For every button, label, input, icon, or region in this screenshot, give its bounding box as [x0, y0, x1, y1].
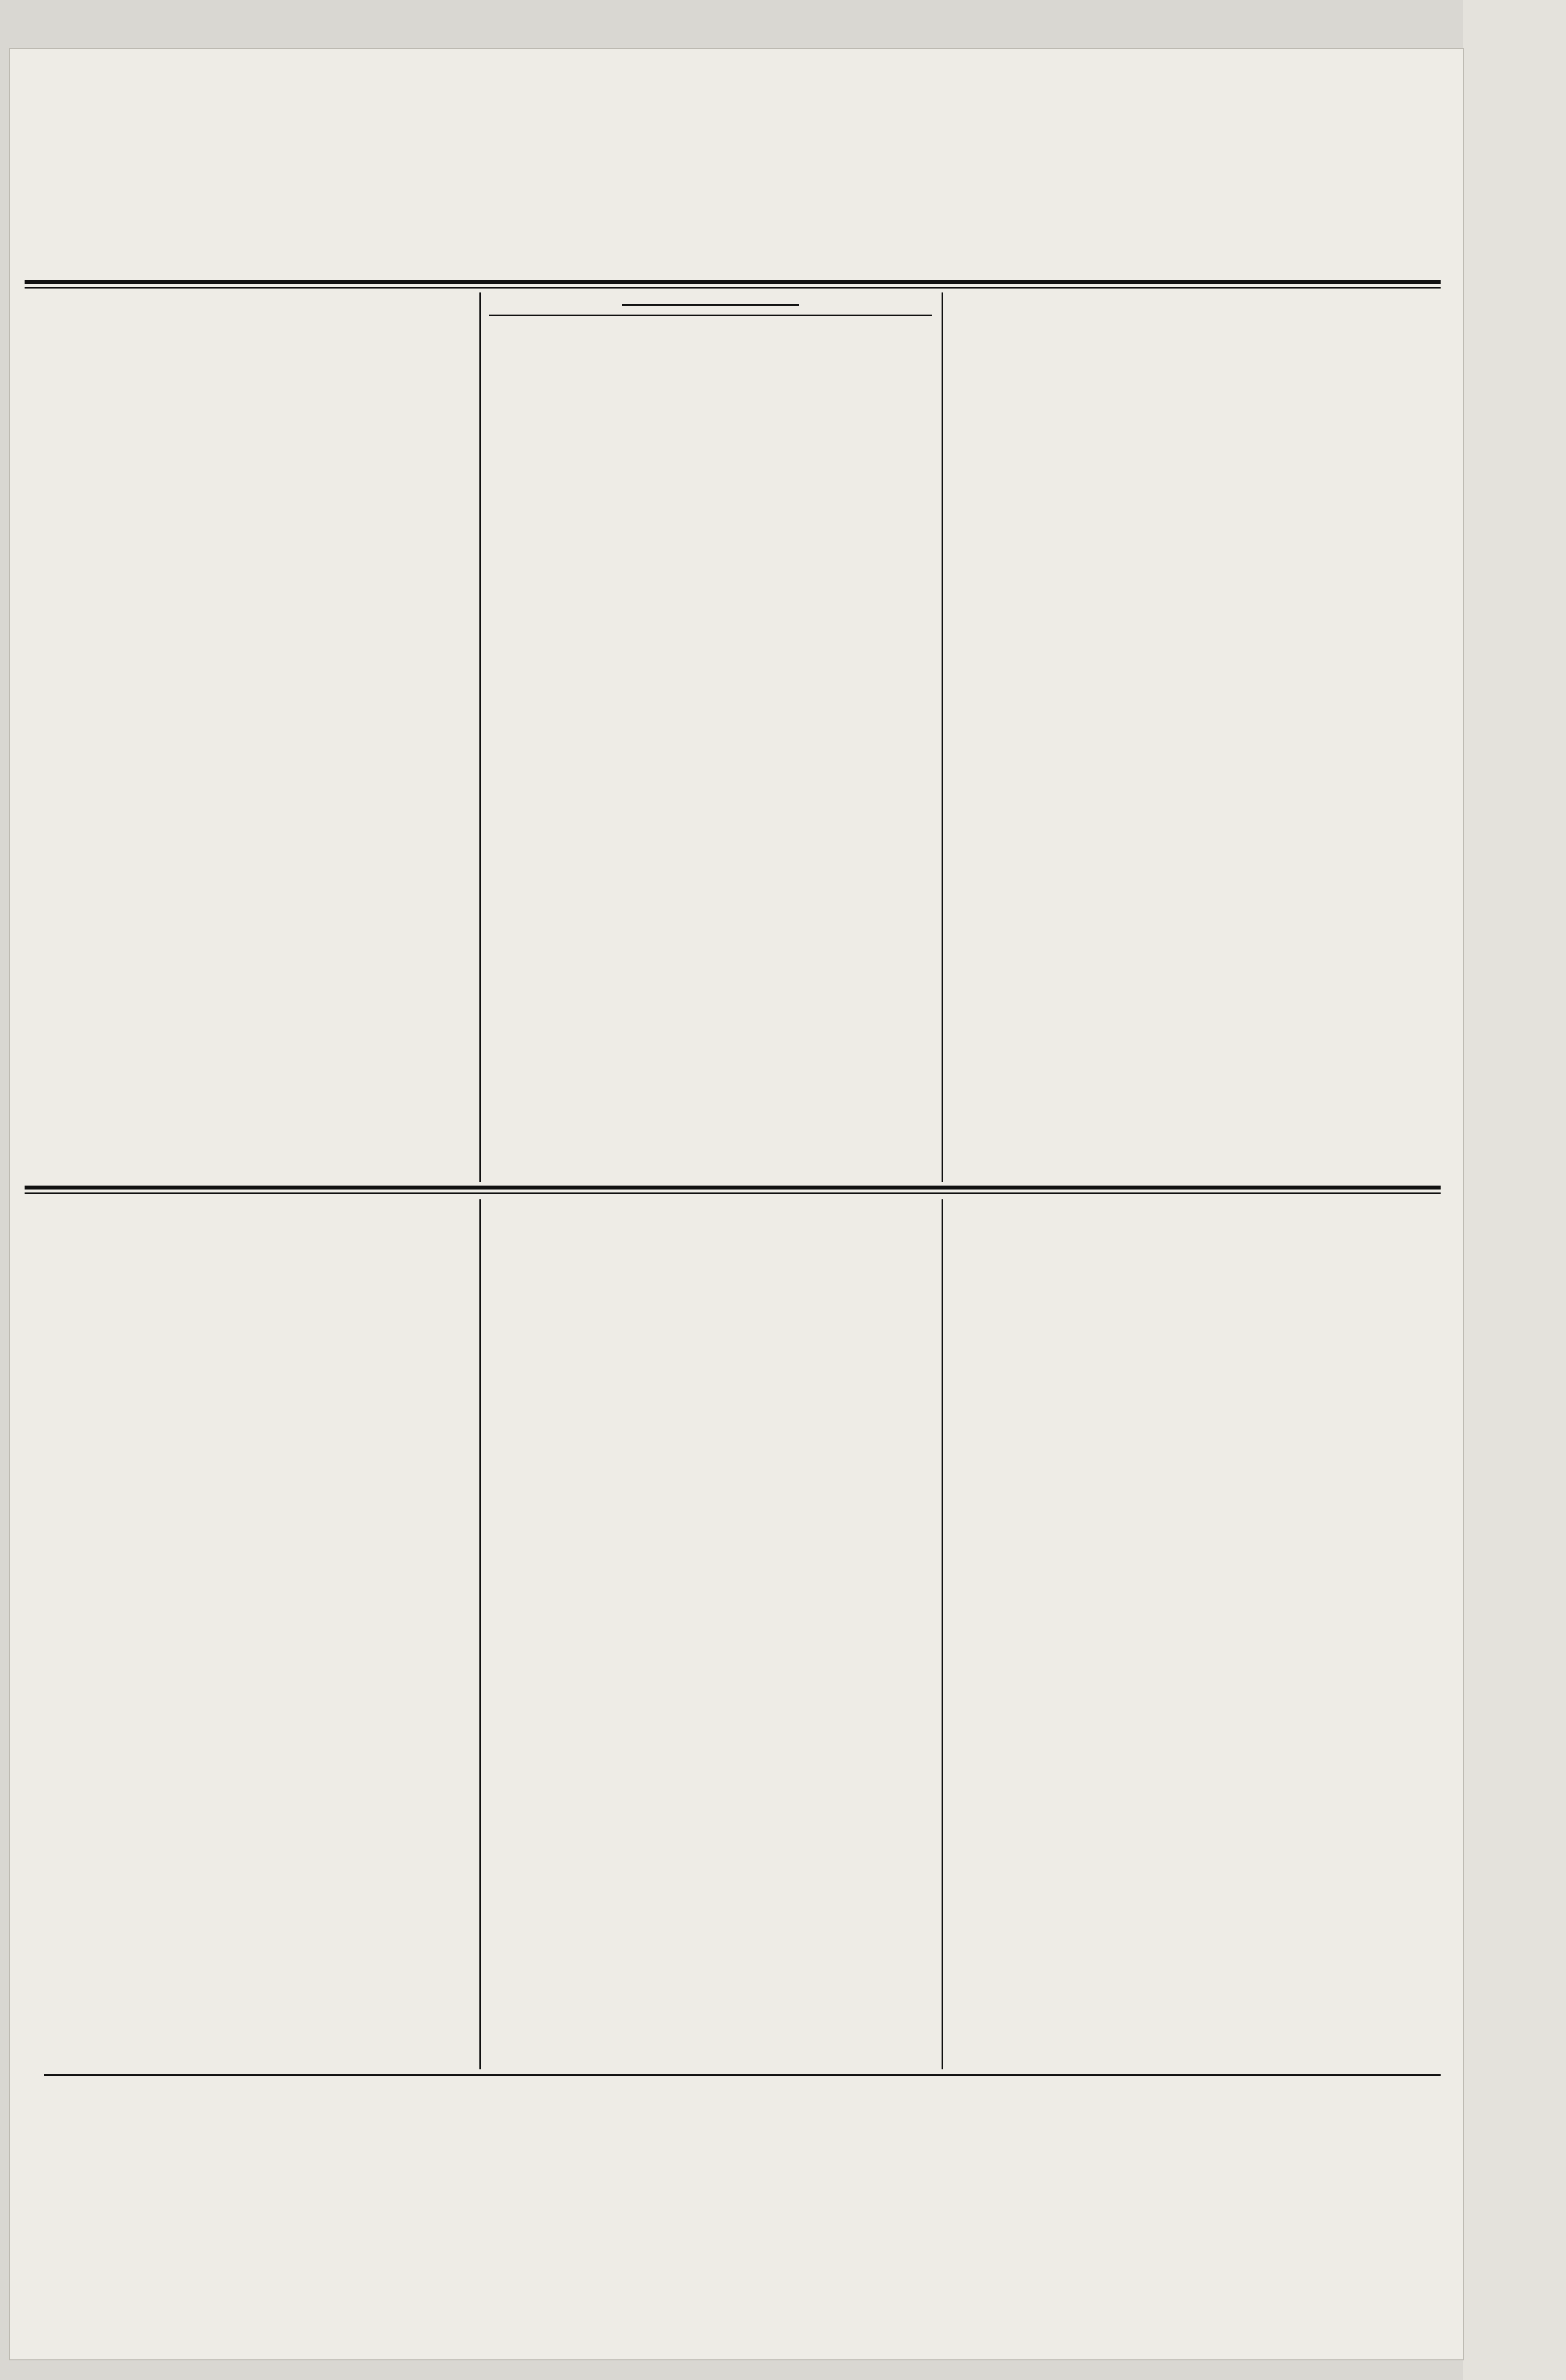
supplement-header — [25, 162, 1441, 166]
header-rule-thin — [25, 287, 1441, 289]
header-rule — [25, 280, 1441, 284]
column-divider — [479, 292, 481, 1182]
novel-column-1 — [30, 1202, 470, 2067]
separator — [622, 304, 799, 306]
adjacent-page-edge — [1463, 0, 1566, 2380]
section-rule-thin — [25, 1192, 1441, 1194]
article-water — [489, 297, 932, 1177]
novel-column-2 — [489, 1202, 932, 2067]
novel-column-3 — [951, 1202, 1443, 2067]
newspaper-page — [10, 49, 1463, 2359]
section-rule-thick — [25, 1186, 1441, 1190]
article-jever — [30, 297, 470, 1177]
column-divider — [479, 1199, 481, 2069]
stuten-continued — [951, 297, 1443, 1177]
mondamin-advertisement — [34, 2042, 1431, 2273]
column-divider — [942, 1199, 943, 2069]
section-rule — [489, 315, 932, 316]
column-divider — [942, 292, 943, 1182]
